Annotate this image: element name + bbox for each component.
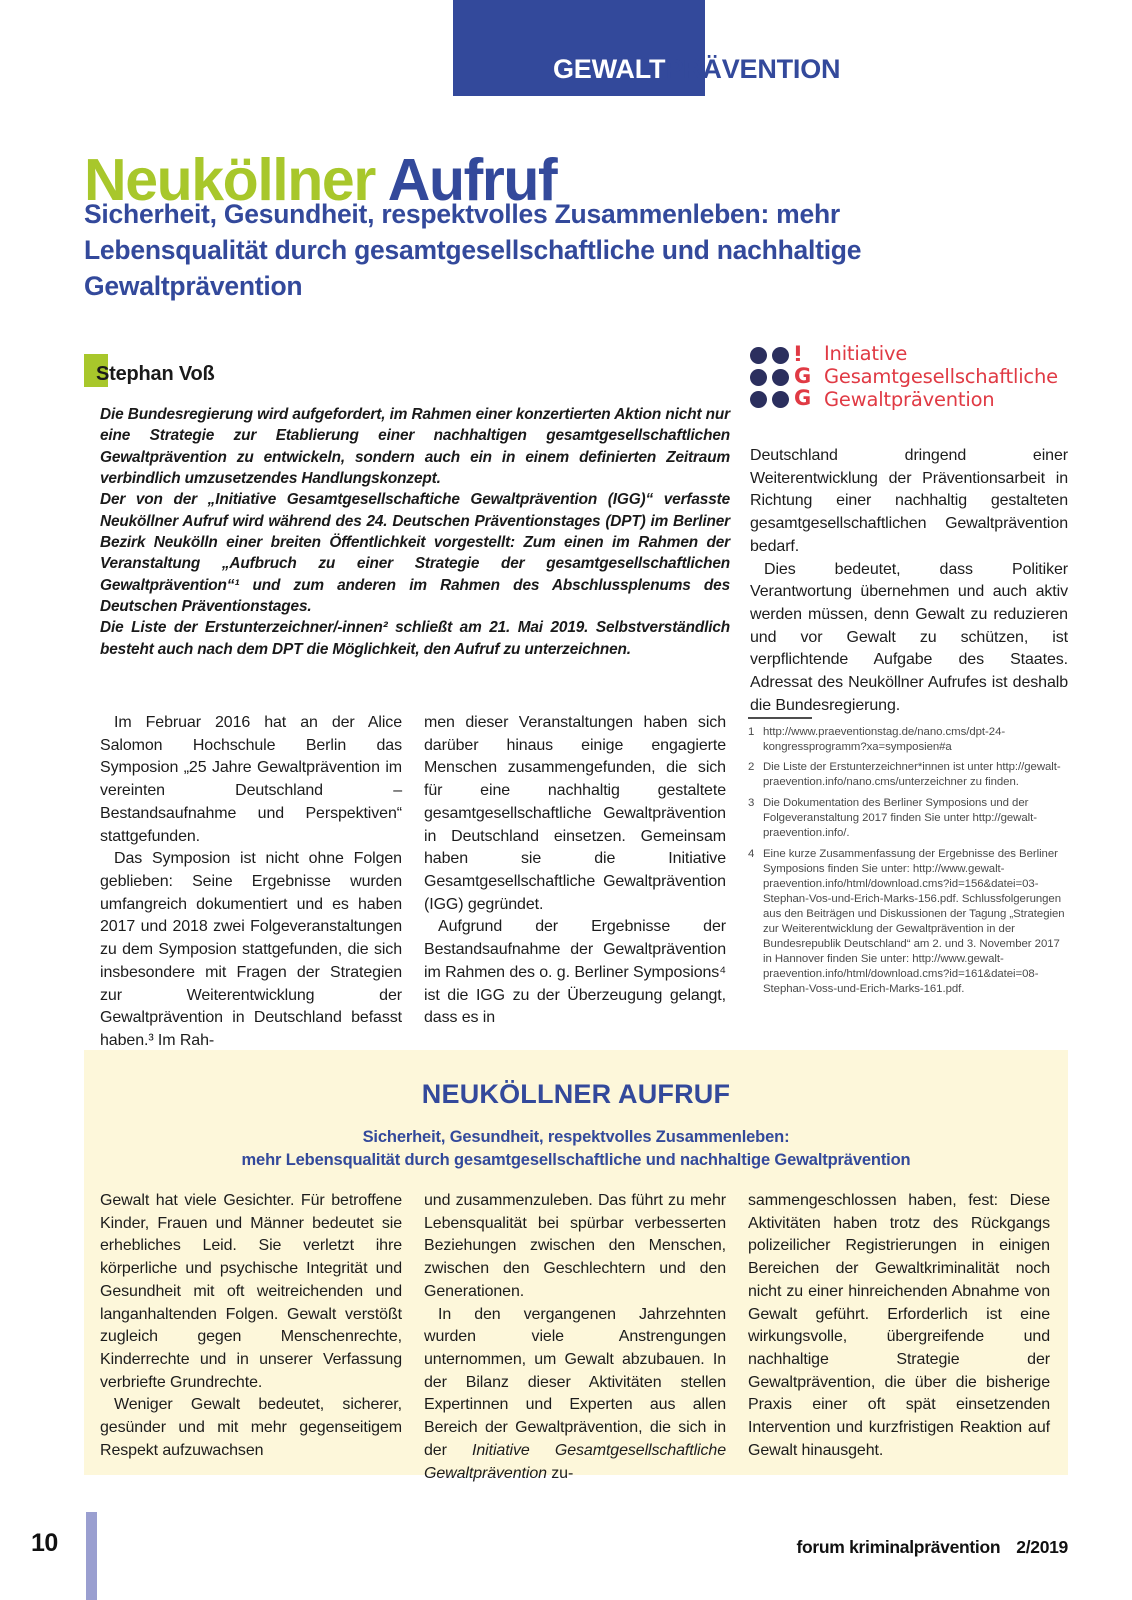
- page-subtitle: Sicherheit, Gesundheit, respektvolles Zusammenleben: mehr Lebensqualität durch gesamtgesellschaftliche und nachhaltige Gewaltprävention: [84, 199, 862, 302]
- logo-line-1: Initiative: [824, 342, 908, 365]
- right-column-text: [750, 445, 1068, 718]
- footnote-number: 1: [748, 725, 755, 738]
- logo-line-2: Gesamtgesellschaftliche: [824, 364, 1058, 388]
- callout-subtitle-line-1: Sicherheit, Gesundheit, respektvolles Zusammenleben:: [362, 1128, 790, 1146]
- logo-line-3: Gewaltprävention: [824, 387, 995, 411]
- body-col1-paragraph-2: Das Symposion ist nicht ohne Folgen geblieben: Seine Ergebnisse wurden umfangreich dokumentiert und es haben 2017 und 2018 zwei Folgeveranstaltungen zu dem Symposion stattgefunden, die sich insbesondere mit Fragen der Strategien zur Weiterentwicklung der Gewaltprävention in Deutschland befasst haben.³ Im Rah-: [100, 850, 402, 1050]
- igg-logo: [750, 343, 1058, 411]
- footnote-item: [748, 847, 1068, 996]
- masthead-title: [453, 56, 1073, 83]
- right-column-paragraph-1: Deutschland dringend einer Weiterentwicklung der Präventionsarbeit in Richtung einer nachhaltig gestalteten gesamtgesellschaftlichen Gewaltprävention bedarf.: [750, 447, 1068, 555]
- masthead-title-praevention: PRÄVENTION: [665, 54, 841, 84]
- footnote-item: [748, 796, 1068, 841]
- footnote-item: [748, 760, 1068, 790]
- logo-dot-r3c2: [772, 391, 789, 408]
- logo-dot-r1c1: [750, 347, 767, 364]
- logo-letter-g1: G: [794, 364, 812, 388]
- footnote-text: http://www.praeventionstag.de/nano.cms/dpt-24-kongressprogramm?xa=symposien#a: [763, 725, 1006, 753]
- body-col2-paragraph-2: Aufgrund der Ergebnisse der Bestandsaufnahme der Gewaltprävention im Rahmen des o. g. Berliner Symposions⁴ ist die IGG zu der Überzeugung gelangt, dass es in: [424, 918, 726, 1027]
- footnote-text: Die Liste der Erstunterzeichner*innen ist unter http://gewalt-praevention.info/nano.cms/unterzeichner zu finden.: [763, 761, 1061, 789]
- intro-paragraph-1: Die Bundesregierung wird aufgefordert, im Rahmen einer konzertierten Aktion nicht nur eine Strategie zur Etablierung einer nachhaltigen gesamtgesellschaftlichen Gewaltprävention zu entwickeln, sondern auch ein in einem definierten Zeitraum verbindlich umzusetzendes Handlungskonzept.: [100, 406, 730, 487]
- callout-subtitle-line-2: mehr Lebensqualität durch gesamtgesellschaftliche und nachhaltige Gewaltprävention: [241, 1151, 911, 1170]
- footer-publication-info: [796, 1537, 1068, 1558]
- footer-publication-name: forum kriminalprävention: [796, 1537, 1001, 1557]
- callout-column-1: [100, 1190, 402, 1463]
- logo-wordmark: [824, 343, 1058, 411]
- callout-col1-paragraph-1: Gewalt hat viele Gesichter. Für betroffene Kinder, Frauen und Männer bedeutet sie erhebliches Leid. Sie verletzt ihre körperliche und psychische Integrität und Gesundheit mit oft weitreichenden und langanhaltenden Folgen. Gewalt verstößt zugleich gegen Menschenrechte, Kinderrechte und in unserer Verfassung verbriefte Grundrechte.: [100, 1192, 402, 1391]
- body-column-1: [100, 712, 402, 1053]
- callout-col2-paragraph-2: [424, 1304, 726, 1486]
- callout-subtitle: [84, 1126, 1068, 1173]
- logo-dot-r1c2: [772, 347, 789, 364]
- masthead-title-gewalt: GEWALT: [553, 54, 666, 84]
- callout-column-2: [424, 1190, 726, 1485]
- neukoellner-aufruf-callout: [84, 1050, 1068, 1482]
- footer-issue: 2/2019: [1016, 1537, 1068, 1557]
- callout-col2-p2-italic: Initiative Gesamtgesellschaftliche Gewaltprävention: [424, 1441, 727, 1482]
- logo-dot-r2c2: [772, 369, 789, 386]
- callout-column-3: [748, 1190, 1050, 1463]
- callout-col2-p2-part-a: In den vergangenen Jahrzehnten wurden viele Anstrengungen unternommen, um Gewalt abzubauen. In der Bilanz dieser Aktivitäten stellen Expertinnen und Experten aus allen Bereich der Gewaltprävention, die sich in der: [424, 1305, 726, 1459]
- footnote-separator-rule: [748, 717, 812, 719]
- body-col2-paragraph-1: men dieser Veranstaltungen haben sich darüber hinaus einige engagierte Menschen zusammengefunden, die sich für eine nachhaltig gestaltete gesamtgesellschaftliche Gewaltprävention in Deutschland einsetzen. Gemeinsam haben sie die Initiative Gesamtgesellschaftliche Gewaltprävention (IGG) gegründet.: [424, 714, 726, 913]
- footnote-number: 3: [748, 797, 755, 810]
- callout-col2-p2-part-b: zu-: [546, 1464, 574, 1482]
- body-col1-paragraph-1: Im Februar 2016 hat an der Alice Salomon Hochschule Berlin das Symposion „25 Jahre Gewaltprävention im vereinten Deutschland – Bestandsaufnahme und Perspektiven“ stattgefunden.: [100, 714, 402, 845]
- intro-lead: [100, 404, 730, 660]
- footnote-text: Eine kurze Zusammenfassung der Ergebnisse des Berliner Symposions finden Sie unter: http://www.gewalt-praevention.info/html/download.cms?id=156&datei=03-Stephan-Vos-und-Erich-Marks-156.pdf. Schlussfolgerungen aus den Beiträgen und Diskussionen der Tagung „Strategien zur Weiterentwicklung der Gewaltprävention in der Bundesrepublik Deutschland“ am 2. und 3. November 2017 in Hannover finden Sie unter: http://www.gewalt-praevention.info/html/download.cms?id=161&datei=08-Stephan-Voss-und-Erich-Marks-161.pdf.: [763, 848, 1065, 995]
- page-number: 10: [31, 1529, 58, 1557]
- intro-paragraph-3: Die Liste der Erstunterzeichner/-innen² schließt am 21. Mai 2019. Selbstverständlich besteht auch nach dem DPT die Möglichkeit, den Aufruf zu unterzeichnen.: [100, 619, 730, 658]
- footnote-item: [748, 725, 1068, 755]
- page-title-word-2: Aufruf: [387, 146, 557, 213]
- masthead: [0, 0, 1132, 96]
- logo-dot-grid: [750, 342, 816, 411]
- right-column-paragraph-2: Dies bedeutet, dass Politiker Verantwortung übernehmen und auch aktiv werden müssen, denn Gewalt zu reduzieren und vor Gewalt zu schützen, ist verpflichtende Aufgabe des Staates. Adressat des Neuköllner Aufrufes ist deshalb die Bundesregierung.: [750, 560, 1068, 714]
- footer-accent-bar: [86, 1512, 97, 1600]
- callout-col1-paragraph-2: Weniger Gewalt bedeutet, sicherer, gesünder und mit mehr gegenseitigem Respekt aufzuwachsen: [100, 1396, 402, 1459]
- body-column-2: [424, 712, 726, 1030]
- page-title-word-1: Neuköllner: [84, 146, 375, 213]
- footnotes: [748, 717, 1068, 1003]
- footnote-number: 4: [748, 848, 755, 861]
- logo-letter-i: ⵑ: [794, 342, 802, 366]
- intro-paragraph-2: Der von der „Initiative Gesamtgesellschaftiche Gewaltprävention (IGG)“ verfasste Neuköllner Aufruf wird während des 24. Deutschen Präventionstages (DPT) im Berliner Bezirk Neukölln einer breiten Öffentlichkeit vorgestellt: Zum einen im Rahmen der Veranstaltung „Aufbruch zu einer Strategie der gesamtgesellschaftlichen Gewaltprävention“¹ und zum anderen im Rahmen des Abschlussplenums des Deutschen Präventionstages.: [100, 491, 730, 615]
- callout-col3-paragraph-1: sammengeschlossen haben, fest: Diese Aktivitäten haben trotz des Rückgangs polizeilicher Registrierungen in einigen Bereichen der Gewaltkriminalität noch nicht zu einer hinreichenden Abnahme von Gewalt geführt. Erforderlich ist eine wirkungsvolle, übergreifende und nachhaltige Strategie der Gewaltprävention, die über die bisherige Praxis einer oft spät einsetzenden Intervention und kurzfristigen Reaktion auf Gewalt hinausgeht.: [748, 1192, 1050, 1459]
- footnote-number: 2: [748, 761, 755, 774]
- footnote-text: Die Dokumentation des Berliner Symposions und der Folgeveranstaltung 2017 finden Sie unter http://gewalt-praevention.info/.: [763, 797, 1037, 840]
- callout-title: NEUKÖLLNER AUFRUF: [421, 1079, 731, 1109]
- logo-letter-g2: G: [794, 386, 812, 410]
- callout-col2-paragraph-1: und zusammenzuleben. Das führt zu mehr Lebensqualität bei spürbar verbesserten Beziehungen zwischen den Menschen, zwischen den Geschlechtern und den Generationen.: [424, 1192, 726, 1300]
- author-name: Stephan Voß: [96, 363, 215, 385]
- logo-dot-r2c1: [750, 369, 767, 386]
- logo-dot-r3c1: [750, 391, 767, 408]
